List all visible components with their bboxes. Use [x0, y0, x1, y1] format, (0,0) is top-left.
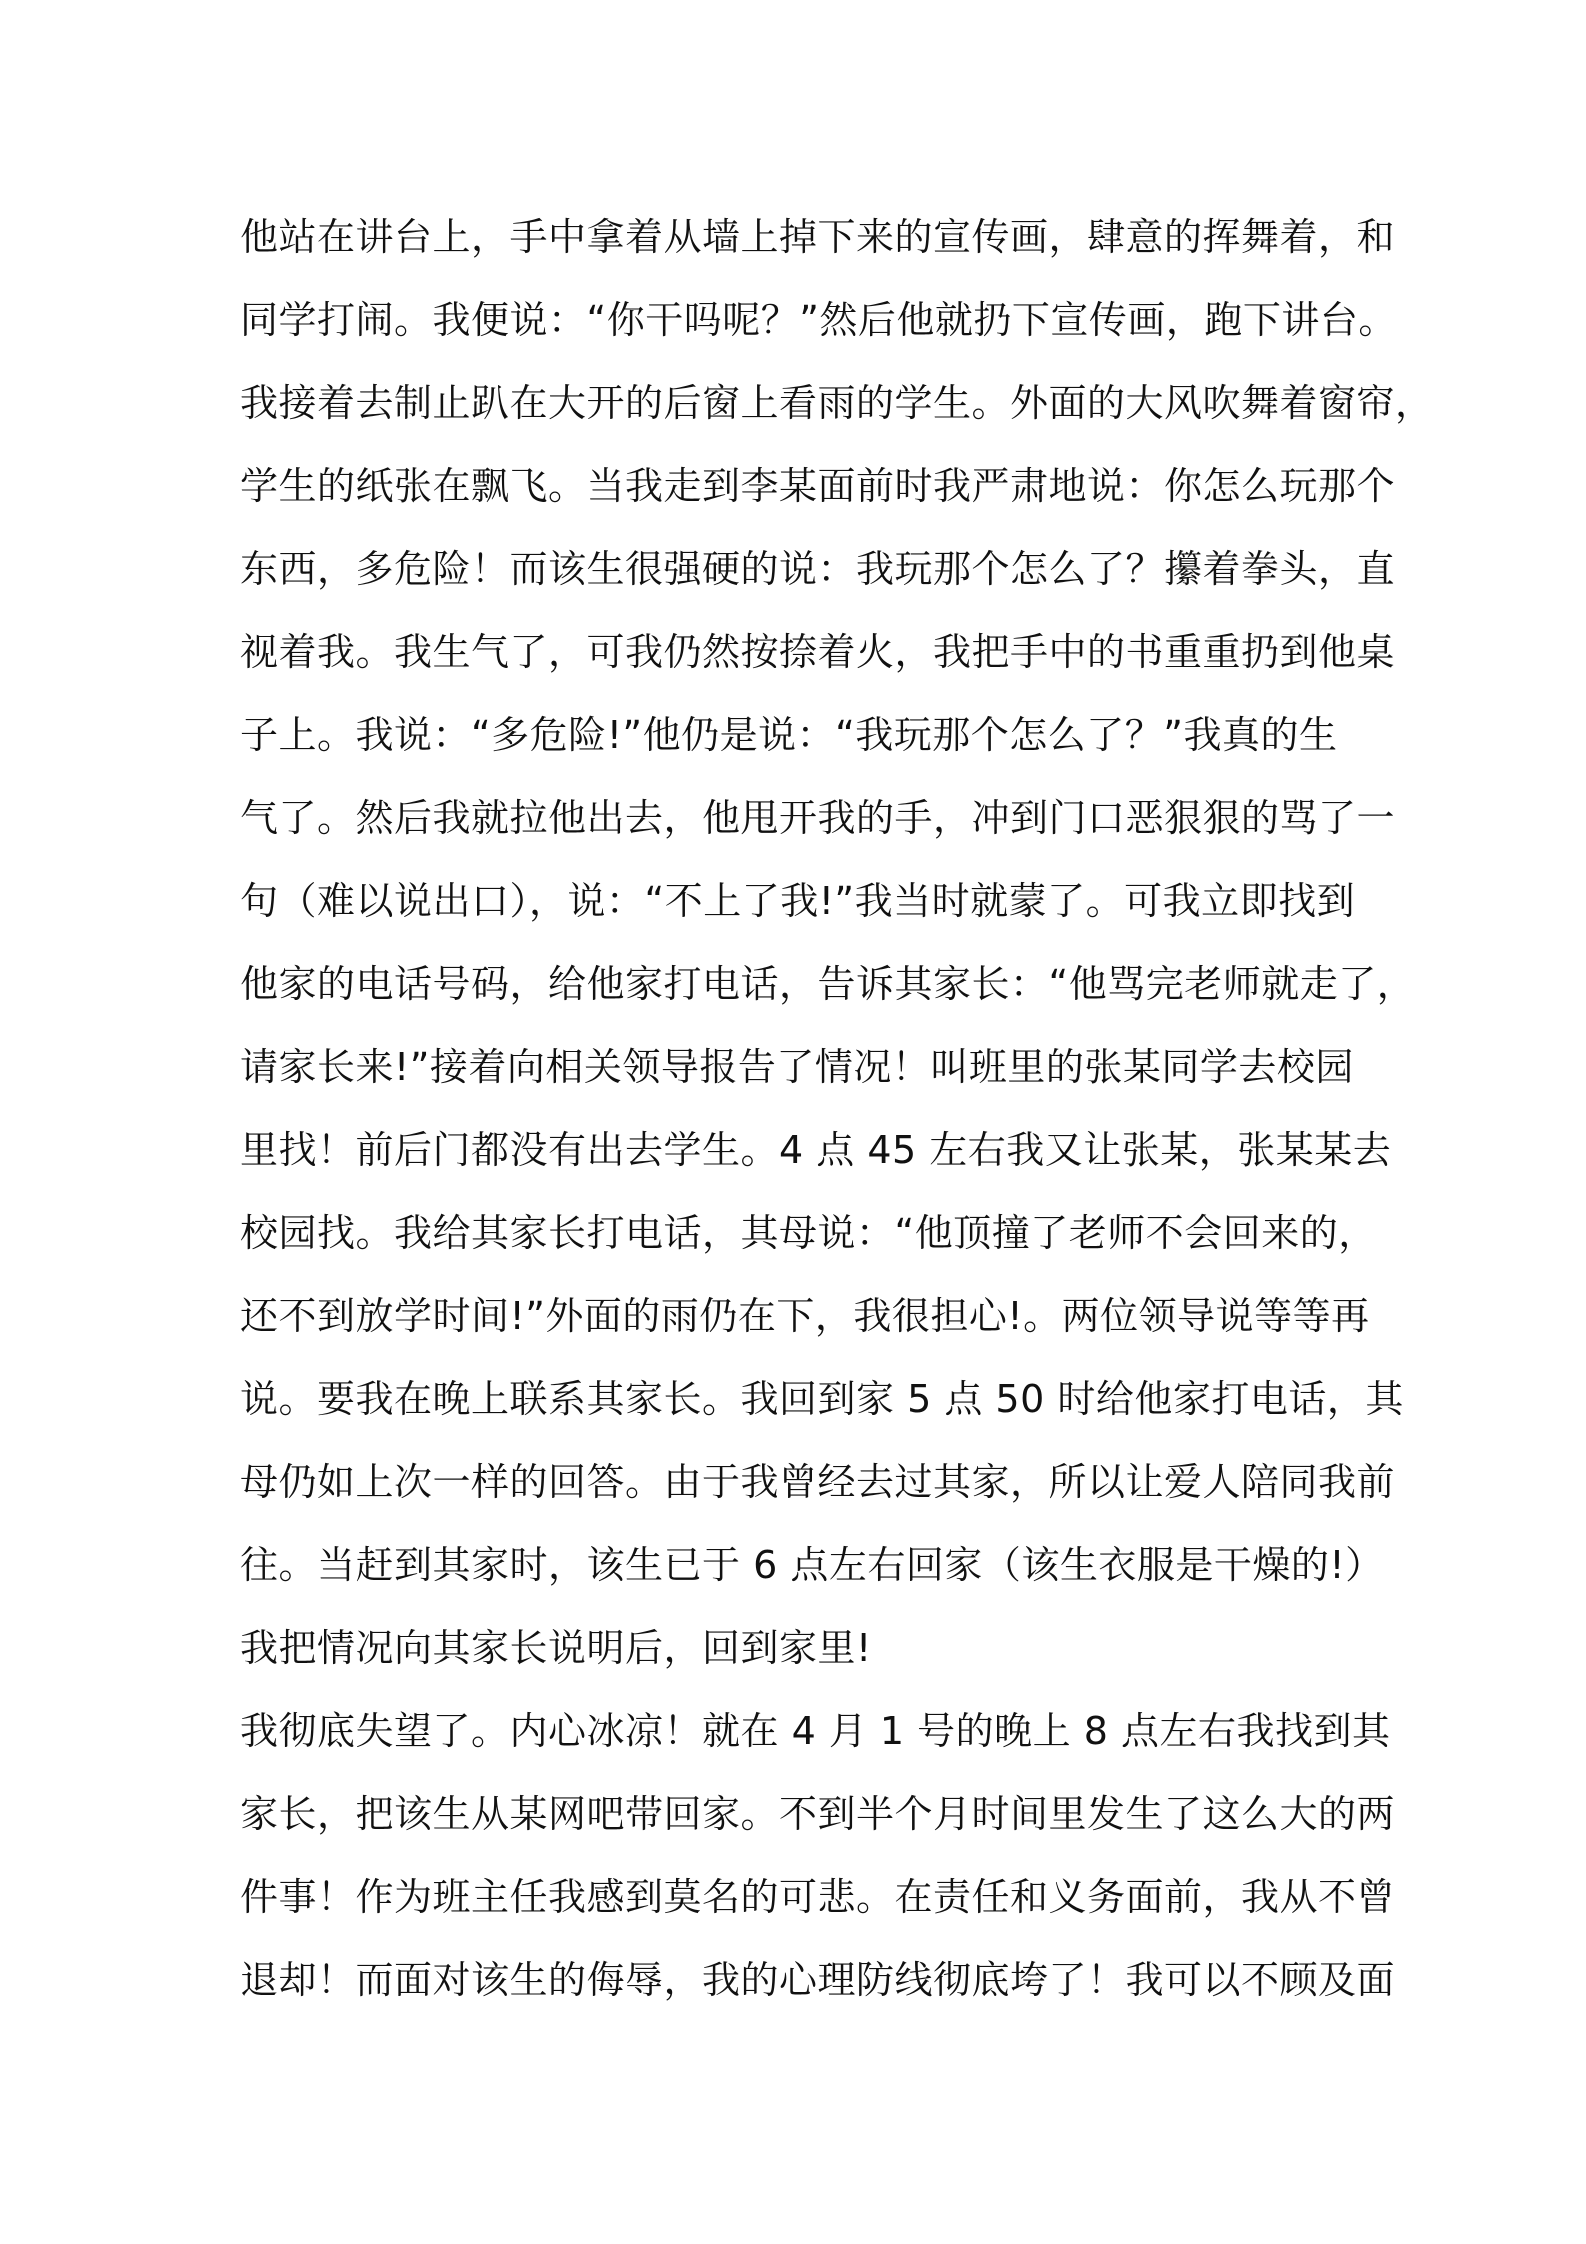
- text-line: 校园找。我给其家长打电话，其母说：“他顶撞了老师不会回来的，: [240, 1211, 1377, 1255]
- text-line: 他家的电话号码，给他家打电话，告诉其家长：“他骂完老师就走了，: [240, 962, 1416, 1006]
- text-line: 母仍如上次一样的回答。由于我曾经去过其家，所以让爱人陪同我前: [240, 1460, 1396, 1504]
- text-line: 句（难以说出口），说：“不上了我!”我当时就蒙了。可我立即找到: [240, 879, 1356, 923]
- text-line: 东西，多危险！而该生很强硬的说：我玩那个怎么了？攥着拳头，直: [240, 547, 1396, 591]
- text-line: 往。当赶到其家时，该生已于 6 点左右回家（该生衣服是干燥的!）: [240, 1543, 1384, 1587]
- text-line: 我彻底失望了。内心冰凉！就在 4 月 1 号的晚上 8 点左右我找到其: [240, 1709, 1391, 1753]
- text-line: 里找！前后门都没有出去学生。4 点 45 左右我又让张某，张某某去: [240, 1128, 1392, 1172]
- text-line: 家长，把该生从某网吧带回家。不到半个月时间里发生了这么大的两: [240, 1792, 1396, 1836]
- text-line: 同学打闹。我便说：“你干吗呢？”然后他就扔下宣传画，跑下讲台。: [240, 298, 1397, 342]
- text-line: 请家长来!”接着向相关领导报告了情况！叫班里的张某同学去校园: [240, 1045, 1354, 1089]
- document-body: [240, 196, 1434, 2022]
- text-line: 他站在讲台上，手中拿着从墙上掉下来的宣传画，肆意的挥舞着，和: [240, 215, 1396, 259]
- text-line: 气了。然后我就拉他出去，他甩开我的手，冲到门口恶狠狠的骂了一: [240, 796, 1396, 840]
- text-line: 还不到放学时间!”外面的雨仍在下，我很担心!。两位领导说等等再: [240, 1294, 1370, 1338]
- text-line: 视着我。我生气了，可我仍然按捺着火，我把手中的书重重扔到他桌: [240, 630, 1396, 674]
- text-line: 说。要我在晚上联系其家长。我回到家 5 点 50 时给他家打电话，其: [240, 1377, 1404, 1421]
- text-line: 我把情况向其家长说明后，回到家里!: [240, 1626, 872, 1670]
- text-line: 我接着去制止趴在大开的后窗上看雨的学生。外面的大风吹舞着窗帘，: [240, 381, 1434, 425]
- text-line: 退却！而面对该生的侮辱，我的心理防线彻底垮了！我可以不顾及面: [240, 1958, 1396, 2002]
- text-line: 件事！作为班主任我感到莫名的可悲。在责任和义务面前，我从不曾: [240, 1875, 1396, 1919]
- text-line: 学生的纸张在飘飞。当我走到李某面前时我严肃地说：你怎么玩那个: [240, 464, 1396, 508]
- text-line: 子上。我说：“多危险!”他仍是说：“我玩那个怎么了？”我真的生: [240, 713, 1338, 757]
